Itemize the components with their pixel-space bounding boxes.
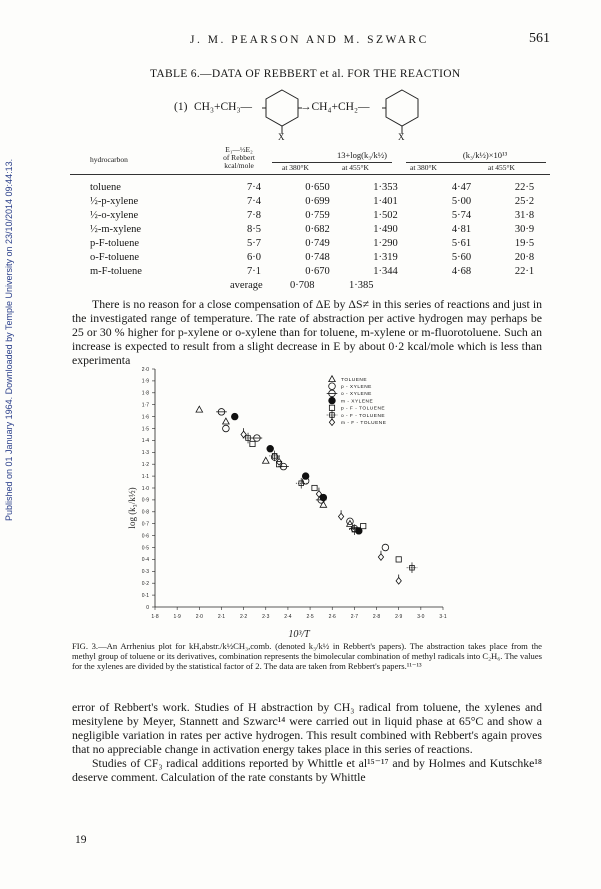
legend-marker [329,397,336,404]
legend-entry: TOLUENE [341,377,368,383]
cell-ratio-380: 4·68 [451,265,472,277]
cell-ratio-455: 22·1 [514,265,535,277]
y-tick-label: 1·1 [141,473,149,480]
cell-ratio-455: 25·2 [514,195,535,207]
table-title: TABLE 6.—DATA OF REBBERT et al. FOR THE REACTION [150,68,461,80]
x-tick-label: 3·1 [439,614,447,620]
y-tick-label: 1·9 [141,378,149,385]
x-tick-label: 2·9 [395,614,403,620]
page-number: 561 [529,31,550,46]
data-table [70,180,550,278]
cell-hydrocarbon: ½-m-xylene [90,223,142,235]
cell-ratio-380: 5·60 [451,251,472,263]
table-row [70,180,550,194]
y-tick-label: 1·0 [141,485,149,492]
figure-caption [72,641,542,671]
y-tick-label: 0·4 [141,557,149,564]
cell-ratio-455: 22·5 [514,181,535,193]
y-tick-label: 0·6 [141,533,149,540]
substituent-label-reactant: X [278,132,285,142]
x-tick-label: 1·8 [151,614,159,620]
x-tick-label: 2·5 [306,614,314,620]
cell-ratio-380: 5·00 [451,195,472,207]
cell-log-380: 0·699 [305,195,330,207]
data-point [196,406,203,412]
header-log-380: at 380°K [282,163,309,172]
arrhenius-plot [125,361,455,641]
cell-ratio-380: 5·74 [451,209,472,221]
table-row [70,264,550,278]
cell-log-455: 1·490 [373,223,398,235]
cell-hydrocarbon: m-F-toluene [90,265,142,277]
data-point [302,473,309,480]
x-tick-label: 2·2 [239,614,248,620]
cell-energy: 7·1 [247,265,261,277]
cell-log-455: 1·290 [373,237,398,249]
average-label: average [230,280,263,291]
y-axis-label: log (k₃/k½) [127,487,137,529]
paragraph-2: error of Rebbert's work. Studies of H abstraction by CH₃ radical from toluene, the xylenes and mesitylene by Meyer, Stannett and Szwarc¹⁴ were carried out in liquid phase at 65°C and show a negligible variation in rates per active hydrogen. This result combined with Rebbert's again proves that no appreciable change in activation energy takes place in this series of reactions. [72,700,542,756]
cell-energy: 8·5 [247,223,261,235]
cell-ratio-455: 30·9 [514,223,535,235]
data-point [267,445,274,452]
legend-marker [329,383,336,390]
header-hydrocarbon: hydrocarbon [90,155,128,164]
legend-marker [329,405,334,410]
cell-log-380: 0·749 [305,237,330,249]
x-tick-label: 3·0 [417,614,425,620]
cell-energy: 7·4 [247,181,261,193]
cell-ratio-380: 4·81 [451,223,472,235]
average-380: 0·708 [290,280,315,291]
table-row [70,236,550,250]
y-tick-label: 0·3 [141,569,149,576]
x-tick-label: 2·7 [350,614,359,620]
header-ratio-group: (k₃/k½)×10¹³ [462,150,508,160]
cell-ratio-380: 5·61 [451,237,472,249]
x-tick-label: 2·6 [328,614,336,620]
y-tick-label: 1·5 [141,426,149,433]
cell-ratio-455: 19·5 [514,237,535,249]
data-point [223,425,230,432]
header-log-455: at 455°K [342,163,369,172]
cell-ratio-455: 31·8 [514,209,535,221]
y-tick-label: 1·8 [141,390,149,397]
cell-hydrocarbon: o-F-toluene [90,251,139,263]
x-tick-label: 2·1 [217,614,226,620]
data-point [361,523,366,528]
x-tick-label: 2·8 [372,614,381,620]
body-text [72,700,542,784]
y-tick-label: 0·1 [141,592,149,599]
x-axis-label: 10³/T [288,629,310,640]
data-point [382,544,389,551]
data-point [396,557,401,562]
cell-log-455: 1·401 [373,195,398,207]
legend-entry: m - XYLENE [341,399,374,405]
data-point [223,418,230,424]
cell-ratio-455: 20·8 [514,251,535,263]
cell-ratio-380: 4·47 [451,181,472,193]
cell-hydrocarbon: ½-p-xylene [90,195,139,207]
cell-log-455: 1·344 [373,265,398,277]
average-455: 1·385 [349,280,374,291]
data-point [338,513,343,520]
cell-log-380: 0·682 [305,223,330,235]
y-tick-label: 1·2 [141,462,149,468]
data-point [378,554,383,561]
header-ratio-455: at 455°K [488,163,515,172]
x-tick-label: 2·3 [262,614,270,620]
download-watermark: Published on 01 January 1964. Downloaded by Temple University on 23/10/2014 09:44:13. [4,158,14,522]
legend-entry: p - XYLENE [341,385,372,390]
benzene-ring-product [382,86,422,138]
footer-number: 19 [75,834,87,846]
header-energy: E₁—½E₂ of Rebbert kcal/mole [223,145,255,170]
data-point [231,413,238,420]
cell-energy: 6·0 [247,251,261,263]
substituent-label-product: X [398,132,405,142]
table-row [70,194,550,208]
caption-text: —An Arrhenius plot for kH,abstr./k½CH₃,comb. (denoted k₃/k½ in Rebbert's papers). The abstraction takes place from the methyl group of toluene or its derivatives, combination represents the bimolecular combination of methyl radicals into C₂H₆. The values for the xylenes are divided by the statistical factor of 2. The data are taken from Rebbert's papers.¹¹⁻¹³ [72,641,542,671]
y-tick-label: 0 [146,604,149,611]
legend-entry: m - F - TOLUENE [341,421,387,426]
cell-log-380: 0·650 [305,181,330,193]
legend-entry: p - F - TOLUENE [341,406,386,412]
reaction-number: (1) [174,101,188,113]
table-row [70,250,550,264]
paragraph-3: Studies of CF₃ radical additions reported by Whittle et al¹⁵⁻¹⁷ and by Holmes and Kutschke¹⁸ deserve comment. Calculation of the rate constants by Whittle [72,756,542,784]
legend-entry: o - F - TOLUENE [341,413,386,419]
x-tick-label: 2·0 [195,614,203,620]
paragraph-1: There is no reason for a close compensation of ΔE by ΔS≠ in this series of reactions and just in the investigated range of temperature. The rate of abstraction per active hydrogen may perhaps be 25 or 30 % higher for p-xylene or o-xylene than for toluene, m-xylene or m-fluorotoluene. Such an increase is expected to result from a slight decrease in E by about 0·2 kcal/mole which is less than experimenta [72,297,542,367]
data-point [262,457,269,463]
cell-log-380: 0·759 [305,209,330,221]
cell-energy: 5·7 [247,237,261,249]
legend-entry: o - XYLENE [341,392,372,398]
y-tick-label: 0·7 [141,521,149,528]
y-tick-label: 0·9 [141,497,149,504]
y-tick-label: 0·8 [141,509,149,516]
cell-energy: 7·4 [247,195,261,207]
reaction-products: →CH₄+CH₂— [300,101,370,113]
benzene-ring-reactant [262,86,302,138]
table-row [70,222,550,236]
caption-label: FIG. 3. [72,641,99,651]
y-tick-label: 1·3 [141,450,149,457]
x-tick-label: 2·4 [284,614,292,620]
header-log-group: 13+log(k₃/k½) [336,150,388,160]
legend-marker [329,376,336,382]
cell-hydrocarbon: toluene [90,181,121,193]
reaction-reactants: CH₃+CH₃— [194,101,252,113]
y-tick-label: 0·5 [141,545,149,552]
y-tick-label: 1·4 [141,438,149,445]
data-point [312,485,317,490]
y-tick-label: 2·0 [141,366,149,373]
data-point [396,578,401,585]
cell-log-455: 1·353 [373,181,398,193]
cell-log-380: 0·670 [305,265,330,277]
cell-hydrocarbon: ½-o-xylene [90,209,139,221]
y-tick-label: 1·6 [141,414,149,421]
table-row [70,208,550,222]
cell-hydrocarbon: p-F-toluene [90,237,139,249]
running-head: J. M. PEARSON AND M. SZWARC [190,34,429,46]
x-tick-label: 1·9 [173,614,181,620]
cell-log-455: 1·319 [373,251,398,263]
y-tick-label: 0·2 [141,581,149,587]
header-rule [70,174,550,175]
cell-log-455: 1·502 [373,209,398,221]
data-point [347,518,354,525]
header-ratio-380: at 380°K [410,163,437,172]
cell-energy: 7·8 [247,209,261,221]
cell-log-380: 0·748 [305,251,330,263]
data-point [250,441,255,446]
y-tick-label: 1·7 [141,402,149,409]
